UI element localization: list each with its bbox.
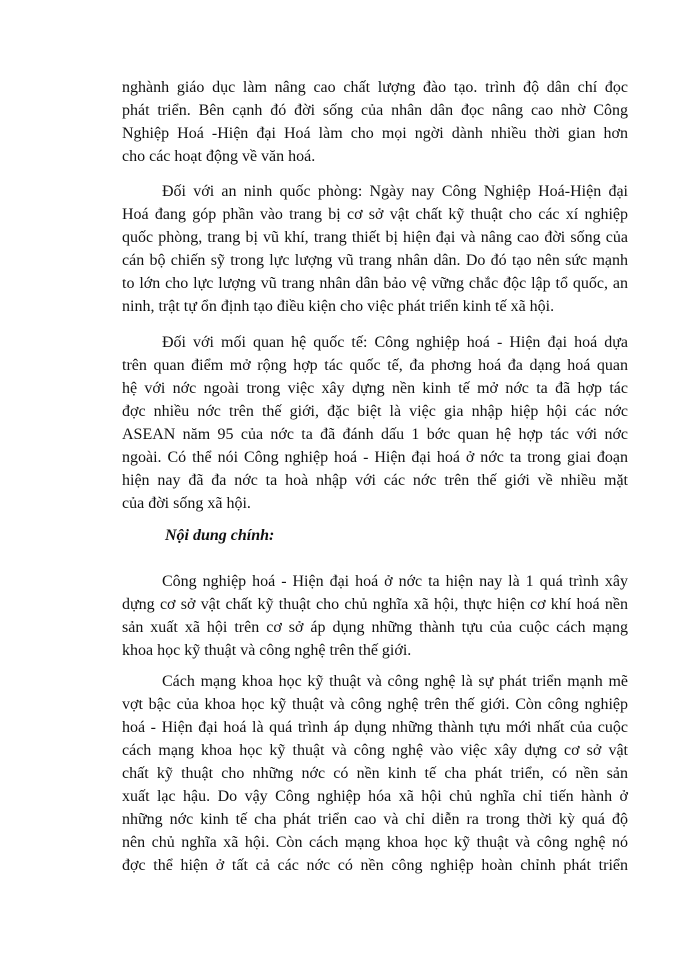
text-line: Đối với an ninh quốc phòng: Ngày nay Công Nghiệp Hoá-Hiện đại [162,183,628,200]
paragraph-education [122,76,628,168]
text-line: hiện nay đã đa nớc ta hoà nhập với các nớc trên thế giới về nhiều mặt [122,472,628,489]
text-line: ninh, trật tự ổn định tạo điều kiện cho việc phát triển kinh tế xã hội. [122,298,555,315]
text-line: những nớc kinh tế cha phát triển cao và chỉ diễn ra trong thời kỳ quá độ [122,811,628,828]
text-line: phát triển. Bên cạnh đó đời sống của nhân dân đọc nâng cao nhờ Công [122,102,628,119]
text-line: quốc phòng, trang bị vũ khí, trang thiết bị hiện đại và nâng cao đời sống của [122,229,628,246]
text-line: đợc thể hiện ở tất cả các nớc có nền công nghiệp hoàn chỉnh phát triển [122,857,628,874]
text-line: cho các hoạt động về văn hoá. [122,148,316,165]
text-line: cán bộ chiến sỹ trong lực lượng vũ trang nhân dân. Do đó tạo nên sức mạnh [122,252,628,269]
text-line: dựng cơ sở vật chất kỹ thuật cho chủ nghĩa xã hội, thực hiện cơ khí hoá nền [122,596,628,613]
text-line: Đối với mối quan hệ quốc tế: Công nghiệp hoá - Hiện đại hoá dựa [162,334,628,351]
text-line: sản xuất xã hội trên cơ sở áp dụng những thành tựu của cuộc cách mạng [122,619,628,636]
text-line: nghành giáo dục làm nâng cao chất lượng đào tạo. trình độ dân chí đọc [122,79,628,96]
text-line: hệ với nớc ngoài trong việc xây dựng nền kinh tế mở nớc ta đã hợp tác [122,380,628,397]
text-line: Công nghiệp hoá - Hiện đại hoá ở nớc ta hiện nay là 1 quá trình xây [162,573,628,590]
text-line: trên quan điểm mở rộng hợp tác quốc tế, đa phơng hoá đa dạng hoá quan [122,357,628,374]
section-heading: Nội dung chính: [165,527,275,544]
paragraph-technology-revolution [122,670,628,877]
text-line: đợc nhiều nớc trên thế giới, đặc biệt là việc gia nhập hiệp hội các nớc [122,403,628,420]
text-line: cách mạng khoa học kỹ thuật và công nghệ vào việc xây dựng cơ sở vật [122,742,628,759]
text-line: khoa học kỹ thuật và công nghệ trên thế giới. [122,642,412,659]
text-line: vợt bậc của khoa học kỹ thuật và công nghệ trên thế giới. Còn công nghiệp [122,696,628,713]
paragraph-defense [122,180,628,318]
text-line: chất kỹ thuật cho những nớc có nền kinh tế cha phát triển, có nền sản [122,765,628,782]
text-line: hoá - Hiện đại hoá là quá trình áp dụng những thành tựu mới nhất của cuộc [122,719,628,736]
text-line: Cách mạng khoa học kỹ thuật và công nghệ là sự phát triển mạnh mẽ [162,673,628,690]
text-line: ngoài. Có thể nói Công nghiệp hoá - Hiện đại hoá ở nớc ta trong giai đoạn [122,449,628,466]
text-line: của đời sống xã hội. [122,495,251,512]
paragraph-international [122,331,628,515]
paragraph-industrialization [122,570,628,662]
text-line: ASEAN năm 95 của nớc ta đã đánh dấu 1 bớc quan hệ hợp tác với nớc [122,426,628,443]
text-line: xuất lạc hậu. Do vậy Công nghiệp hóa xã hội chủ nghĩa chỉ tiến hành ở [122,788,628,805]
text-line: Hoá đang góp phần vào trang bị cơ sở vật chất kỹ thuật cho các xí nghiệp [122,206,628,223]
text-line: Nghiệp Hoá -Hiện đại Hoá làm cho mọi ngời dành nhiều thời gian hơn [122,125,628,142]
text-line: to lớn cho lực lượng vũ trang nhân dân bảo vệ vững chắc độc lập tổ quốc, an [122,275,628,292]
text-line: nên chủ nghĩa xã hội. Còn cách mạng khoa học kỹ thuật và công nghệ nó [122,834,628,851]
